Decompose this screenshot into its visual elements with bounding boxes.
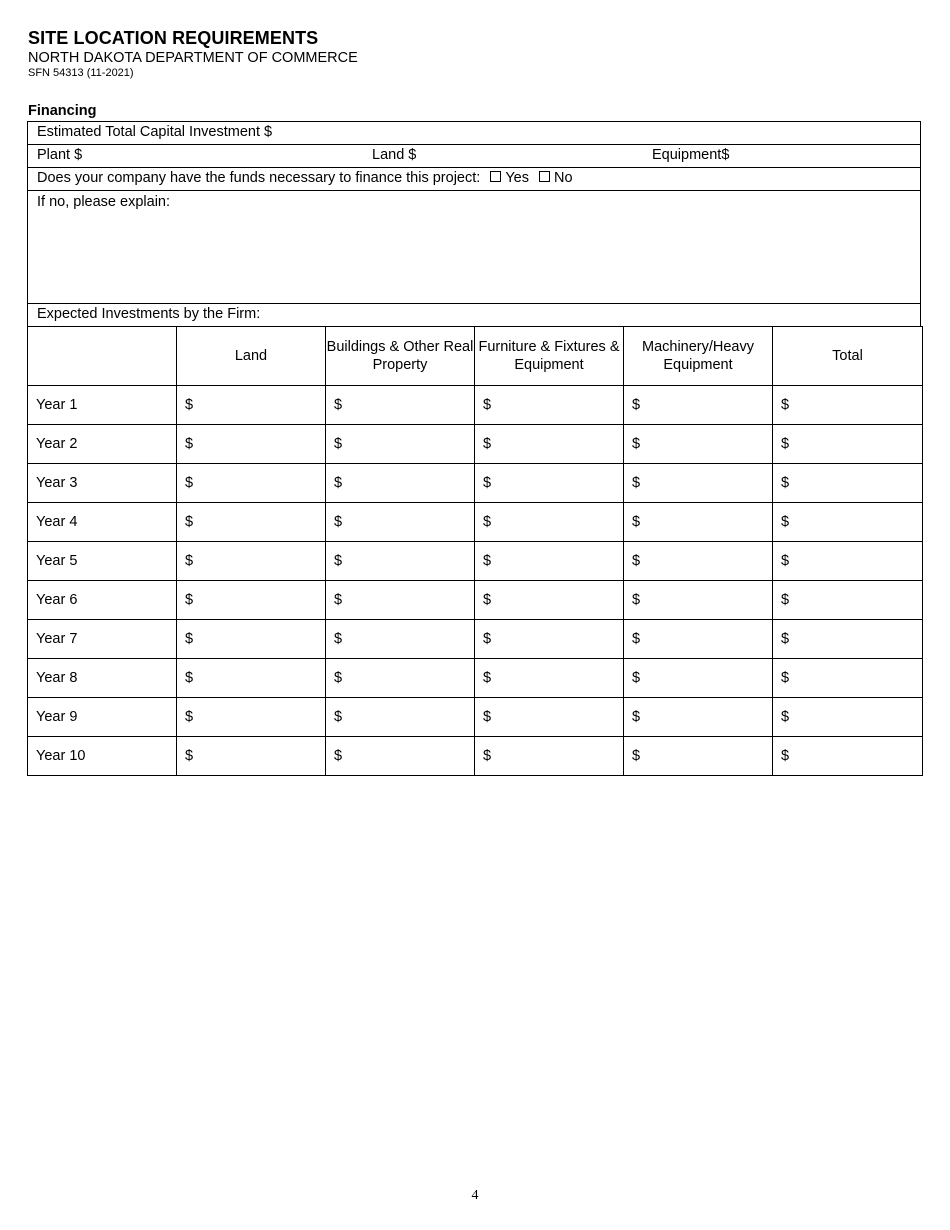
yes-label: Yes (505, 170, 529, 186)
row-label: Year 1 (28, 386, 177, 425)
furniture-amount-field[interactable]: $ (475, 425, 624, 464)
funds-question-label: Does your company have the funds necessary to finance this project: (37, 170, 481, 186)
land-amount-field[interactable]: $ (177, 425, 326, 464)
land-amount-field[interactable]: $ (177, 542, 326, 581)
machinery-amount-field[interactable]: $ (624, 464, 773, 503)
column-header-total: Total (773, 327, 923, 386)
table-row (28, 542, 923, 581)
machinery-amount-field[interactable]: $ (624, 659, 773, 698)
furniture-amount-field[interactable]: $ (475, 542, 624, 581)
page-number: 4 (471, 1188, 479, 1203)
table-row (28, 464, 923, 503)
capital-investment-label: Estimated Total Capital Investment $ (37, 124, 273, 140)
land-amount-field[interactable]: $ (177, 698, 326, 737)
table-row (28, 659, 923, 698)
row-label: Year 2 (28, 425, 177, 464)
equipment-field-label: Equipment$ (652, 147, 730, 163)
land-amount-field[interactable]: $ (177, 737, 326, 776)
expected-investments-row (27, 303, 921, 327)
table-row (28, 620, 923, 659)
total-amount-field[interactable]: $ (773, 737, 923, 776)
column-header-furniture: Furniture & Fixtures & Equipment (475, 327, 624, 386)
column-header-blank (28, 327, 177, 386)
land-field-label: Land $ (372, 147, 417, 163)
row-label: Year 5 (28, 542, 177, 581)
total-amount-field[interactable]: $ (773, 503, 923, 542)
land-amount-field[interactable]: $ (177, 503, 326, 542)
table-row (28, 425, 923, 464)
funds-question-row (27, 167, 921, 191)
table-row (28, 698, 923, 737)
furniture-amount-field[interactable]: $ (475, 698, 624, 737)
column-header-land: Land (177, 327, 326, 386)
explain-field[interactable] (27, 190, 921, 304)
column-header-buildings: Buildings & Other Real Property (326, 327, 475, 386)
buildings-amount-field[interactable]: $ (326, 581, 475, 620)
machinery-amount-field[interactable]: $ (624, 542, 773, 581)
land-amount-field[interactable]: $ (177, 581, 326, 620)
furniture-amount-field[interactable]: $ (475, 503, 624, 542)
land-amount-field[interactable]: $ (177, 386, 326, 425)
buildings-amount-field[interactable]: $ (326, 464, 475, 503)
table-row (28, 581, 923, 620)
row-label: Year 3 (28, 464, 177, 503)
row-label: Year 8 (28, 659, 177, 698)
furniture-amount-field[interactable]: $ (475, 659, 624, 698)
furniture-amount-field[interactable]: $ (475, 464, 624, 503)
row-label: Year 7 (28, 620, 177, 659)
buildings-amount-field[interactable]: $ (326, 659, 475, 698)
land-amount-field[interactable]: $ (177, 620, 326, 659)
furniture-amount-field[interactable]: $ (475, 620, 624, 659)
no-checkbox-icon[interactable] (539, 171, 550, 182)
land-amount-field[interactable]: $ (177, 464, 326, 503)
total-amount-field[interactable]: $ (773, 542, 923, 581)
row-label: Year 6 (28, 581, 177, 620)
furniture-amount-field[interactable]: $ (475, 386, 624, 425)
row-label: Year 10 (28, 737, 177, 776)
total-amount-field[interactable]: $ (773, 620, 923, 659)
furniture-amount-field[interactable]: $ (475, 581, 624, 620)
machinery-amount-field[interactable]: $ (624, 737, 773, 776)
plant-land-equipment-row (27, 144, 921, 168)
department-name: NORTH DAKOTA DEPARTMENT OF COMMERCE (28, 50, 358, 66)
land-amount-field[interactable]: $ (177, 659, 326, 698)
total-amount-field[interactable]: $ (773, 464, 923, 503)
no-label: No (554, 170, 573, 186)
buildings-amount-field[interactable]: $ (326, 698, 475, 737)
machinery-amount-field[interactable]: $ (624, 620, 773, 659)
machinery-amount-field[interactable]: $ (624, 503, 773, 542)
buildings-amount-field[interactable]: $ (326, 542, 475, 581)
table-header-row (28, 327, 923, 386)
total-amount-field[interactable]: $ (773, 386, 923, 425)
machinery-amount-field[interactable]: $ (624, 698, 773, 737)
row-label: Year 9 (28, 698, 177, 737)
expected-investments-label: Expected Investments by the Firm: (37, 306, 261, 322)
total-amount-field[interactable]: $ (773, 581, 923, 620)
plant-field-label: Plant $ (37, 147, 83, 163)
buildings-amount-field[interactable]: $ (326, 386, 475, 425)
machinery-amount-field[interactable]: $ (624, 581, 773, 620)
table-row (28, 503, 923, 542)
explain-label: If no, please explain: (37, 194, 171, 210)
buildings-amount-field[interactable]: $ (326, 425, 475, 464)
buildings-amount-field[interactable]: $ (326, 737, 475, 776)
yes-checkbox-icon[interactable] (490, 171, 501, 182)
investment-table (27, 326, 923, 776)
furniture-amount-field[interactable]: $ (475, 737, 624, 776)
total-amount-field[interactable]: $ (773, 425, 923, 464)
section-title: Financing (28, 103, 97, 119)
buildings-amount-field[interactable]: $ (326, 620, 475, 659)
page-title: SITE LOCATION REQUIREMENTS (28, 28, 319, 48)
row-label: Year 4 (28, 503, 177, 542)
total-amount-field[interactable]: $ (773, 659, 923, 698)
total-amount-field[interactable]: $ (773, 698, 923, 737)
machinery-amount-field[interactable]: $ (624, 386, 773, 425)
form-id: SFN 54313 (11-2021) (28, 67, 134, 79)
machinery-amount-field[interactable]: $ (624, 425, 773, 464)
column-header-machinery: Machinery/Heavy Equipment (624, 327, 773, 386)
capital-investment-field[interactable] (27, 121, 921, 145)
table-row (28, 737, 923, 776)
table-row (28, 386, 923, 425)
buildings-amount-field[interactable]: $ (326, 503, 475, 542)
